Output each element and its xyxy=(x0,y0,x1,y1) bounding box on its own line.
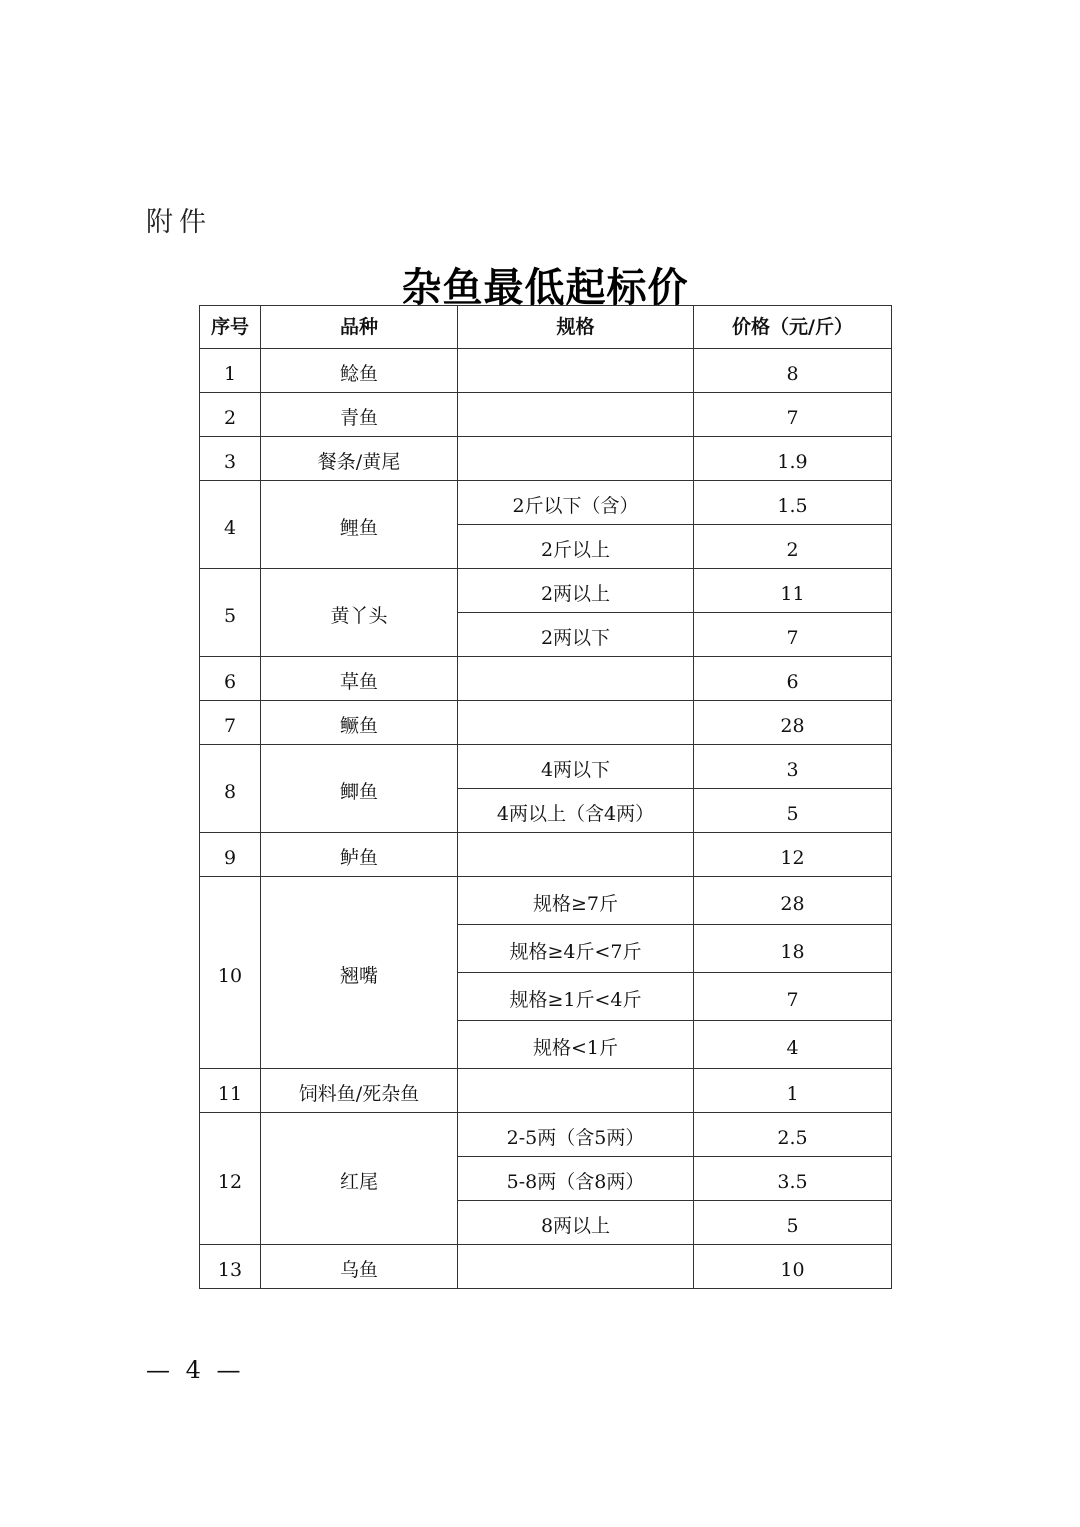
price-cell: 12 xyxy=(694,833,892,877)
price-cell: 5 xyxy=(694,789,892,833)
fish-variety: 青鱼 xyxy=(261,393,458,437)
price-cell: 28 xyxy=(694,701,892,745)
price-cell: 8 xyxy=(694,349,892,393)
spec-cell xyxy=(458,833,694,877)
row-number: 12 xyxy=(200,1113,261,1245)
price-cell: 11 xyxy=(694,569,892,613)
spec-cell xyxy=(458,701,694,745)
table-row xyxy=(200,701,892,745)
row-number: 1 xyxy=(200,349,261,393)
price-cell: 1.9 xyxy=(694,437,892,481)
fish-variety: 翘嘴 xyxy=(261,877,458,1069)
spec-cell xyxy=(458,349,694,393)
table-row xyxy=(200,349,892,393)
spec-cell: 规格≥1斤<4斤 xyxy=(458,973,694,1021)
spec-cell xyxy=(458,1245,694,1289)
spec-cell xyxy=(458,437,694,481)
spec-cell: 2斤以下（含） xyxy=(458,481,694,525)
table-row xyxy=(200,745,892,789)
row-number: 3 xyxy=(200,437,261,481)
row-number: 13 xyxy=(200,1245,261,1289)
price-cell: 1.5 xyxy=(694,481,892,525)
price-cell: 2 xyxy=(694,525,892,569)
table-row xyxy=(200,833,892,877)
row-number: 4 xyxy=(200,481,261,569)
price-cell: 4 xyxy=(694,1021,892,1069)
document-title: 杂鱼最低起标价 xyxy=(401,265,689,311)
spec-cell: 5-8两（含8两） xyxy=(458,1157,694,1201)
spec-cell: 规格≥4斤<7斤 xyxy=(458,925,694,973)
spec-cell: 2-5两（含5两） xyxy=(458,1113,694,1157)
price-cell: 5 xyxy=(694,1201,892,1245)
table-row xyxy=(200,1069,892,1113)
price-cell: 3.5 xyxy=(694,1157,892,1201)
price-cell: 6 xyxy=(694,657,892,701)
fish-variety: 鲶鱼 xyxy=(261,349,458,393)
price-cell: 18 xyxy=(694,925,892,973)
column-header-spec: 规格 xyxy=(458,306,694,349)
table-row xyxy=(200,1113,892,1157)
spec-cell: 规格<1斤 xyxy=(458,1021,694,1069)
row-number: 9 xyxy=(200,833,261,877)
table-row xyxy=(200,437,892,481)
price-table xyxy=(199,305,892,1289)
row-number: 8 xyxy=(200,745,261,833)
fish-variety: 红尾 xyxy=(261,1113,458,1245)
spec-cell: 规格≥7斤 xyxy=(458,877,694,925)
spec-cell: 4两以上（含4两） xyxy=(458,789,694,833)
row-number: 5 xyxy=(200,569,261,657)
spec-cell: 2斤以上 xyxy=(458,525,694,569)
table-row xyxy=(200,569,892,613)
fish-variety: 鲈鱼 xyxy=(261,833,458,877)
table-row xyxy=(200,877,892,925)
fish-variety: 饲料鱼/死杂鱼 xyxy=(261,1069,458,1113)
table-body xyxy=(200,349,892,1289)
table-row xyxy=(200,393,892,437)
table-row xyxy=(200,481,892,525)
column-header-variety: 品种 xyxy=(261,306,458,349)
fish-variety: 鲤鱼 xyxy=(261,481,458,569)
spec-cell xyxy=(458,393,694,437)
row-number: 7 xyxy=(200,701,261,745)
spec-cell: 8两以上 xyxy=(458,1201,694,1245)
fish-variety: 鳜鱼 xyxy=(261,701,458,745)
fish-variety: 乌鱼 xyxy=(261,1245,458,1289)
row-number: 10 xyxy=(200,877,261,1069)
column-header-price: 价格（元/斤） xyxy=(694,306,892,349)
price-cell: 10 xyxy=(694,1245,892,1289)
fish-variety: 鲫鱼 xyxy=(261,745,458,833)
price-cell: 28 xyxy=(694,877,892,925)
price-cell: 7 xyxy=(694,393,892,437)
price-cell: 7 xyxy=(694,613,892,657)
fish-variety: 黄丫头 xyxy=(261,569,458,657)
price-cell: 1 xyxy=(694,1069,892,1113)
spec-cell: 2两以下 xyxy=(458,613,694,657)
attachment-label: 附件 xyxy=(146,207,212,238)
fish-variety: 餐条/黄尾 xyxy=(261,437,458,481)
price-cell: 7 xyxy=(694,973,892,1021)
row-number: 6 xyxy=(200,657,261,701)
spec-cell: 2两以上 xyxy=(458,569,694,613)
fish-variety: 草鱼 xyxy=(261,657,458,701)
table-row xyxy=(200,1245,892,1289)
spec-cell: 4两以下 xyxy=(458,745,694,789)
table-header-row xyxy=(200,306,892,349)
spec-cell xyxy=(458,657,694,701)
table-row xyxy=(200,657,892,701)
price-cell: 2.5 xyxy=(694,1113,892,1157)
price-cell: 3 xyxy=(694,745,892,789)
spec-cell xyxy=(458,1069,694,1113)
page-number: — 4 — xyxy=(146,1356,245,1384)
row-number: 11 xyxy=(200,1069,261,1113)
row-number: 2 xyxy=(200,393,261,437)
column-header-number: 序号 xyxy=(200,306,261,349)
